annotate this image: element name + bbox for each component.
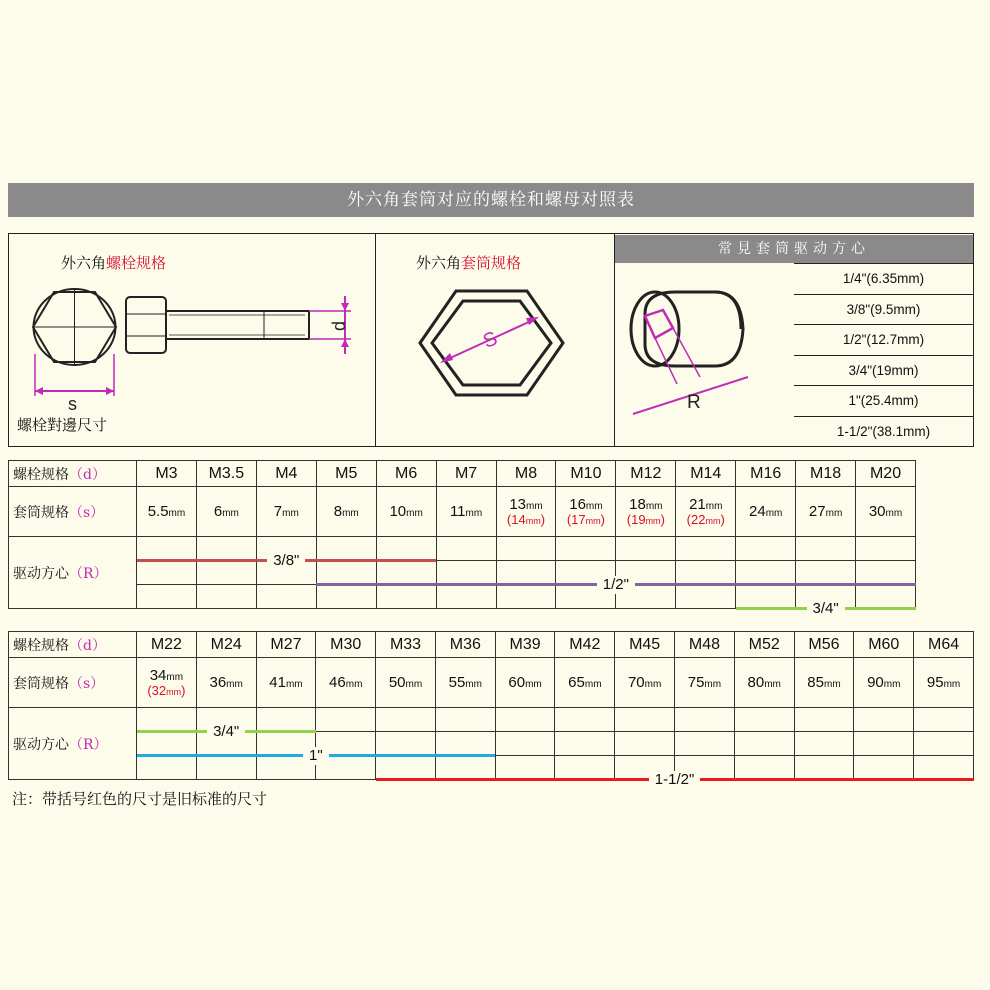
socket-size-cell — [556, 487, 616, 537]
socket-size-value: 11 — [449, 503, 466, 520]
drive-grid-cell — [676, 561, 736, 585]
socket-size-cell — [495, 658, 555, 708]
bolt-flat-size-caption: 螺栓對邊尺寸 — [17, 416, 108, 434]
drive-grid-cell — [376, 756, 436, 780]
drive-grid-cell — [376, 708, 436, 732]
spec-table-large — [8, 631, 974, 780]
drive-size-item: 1"(25.4mm) — [794, 385, 973, 416]
socket-size-cell — [496, 487, 556, 537]
page-title: 外六角套筒对应的螺栓和螺母对照表 — [8, 183, 974, 217]
old-standard-size: (22mm) — [686, 511, 725, 527]
drive-grid-cell — [435, 708, 495, 732]
socket-size-value: 70 — [627, 674, 645, 691]
drive-grid-cell — [137, 756, 197, 780]
drive-grid-cell — [914, 732, 974, 756]
socket-size-value: 30 — [868, 503, 886, 520]
unit-label: mm — [823, 679, 841, 690]
row-label-drive: 驱动方心（R） — [9, 708, 137, 780]
unit-label: mm — [526, 500, 543, 512]
unit-label: mm — [585, 500, 603, 512]
socket-size-cell — [796, 487, 856, 537]
drive-grid-cell — [436, 561, 496, 585]
drive-grid-cell — [137, 585, 197, 609]
bolt-spec-panel — [8, 233, 377, 447]
socket-spec-heading: 外六角套筒规格 — [416, 254, 522, 272]
bolt-size-cell: M6 — [376, 461, 436, 487]
drive-grid-cell — [316, 708, 376, 732]
row-label-socket: 套筒规格（s） — [9, 658, 137, 708]
spec-table-small — [8, 460, 916, 609]
bolt-size-cell: M4 — [256, 461, 316, 487]
socket-spec-panel — [375, 233, 616, 447]
unit-label: mm — [765, 508, 783, 519]
drive-grid-cell — [734, 732, 794, 756]
unit-label: mm — [943, 679, 961, 690]
drive-grid-cell — [495, 708, 555, 732]
drive-size-item: 1/2"(12.7mm) — [794, 324, 973, 355]
unit-label: mm — [465, 508, 483, 519]
socket-size-value: 36 — [209, 674, 227, 691]
old-standard-size: (14mm) — [506, 511, 546, 527]
drive-grid-cell — [196, 585, 256, 609]
s-dim-label: s — [68, 394, 77, 414]
socket-size-value: 80 — [747, 674, 765, 691]
socket-size-cell — [914, 658, 974, 708]
bolt-size-cell: M42 — [555, 632, 615, 658]
drive-grid-cell — [496, 561, 556, 585]
footnote: 注：带括号红色的尺寸是旧标准的尺寸 — [12, 790, 268, 808]
unit-label: mm — [825, 508, 843, 519]
socket-size-value: 85 — [807, 674, 824, 691]
socket-size-cell — [736, 487, 796, 537]
bolt-size-cell: M48 — [675, 632, 735, 658]
drive-grid-cell — [914, 756, 974, 780]
socket-size-value: 10 — [389, 503, 407, 520]
hex-head-icon — [33, 289, 116, 365]
drive-grid-cell — [736, 561, 796, 585]
drive-range-label: 1-1/2" — [649, 771, 701, 789]
bolt-size-cell: M7 — [436, 461, 496, 487]
row-label-bolt: 螺栓规格（d） — [9, 461, 137, 487]
unit-label: mm — [166, 671, 184, 683]
drive-grid-cell — [854, 708, 914, 732]
drive-grid-cell — [436, 585, 496, 609]
unit-label: mm — [764, 679, 781, 690]
unit-label: mm — [405, 679, 423, 690]
drive-grid-cell — [256, 708, 316, 732]
drive-grid-cell — [376, 732, 436, 756]
socket-size-cell — [196, 658, 256, 708]
bolt-size-cell: M56 — [794, 632, 854, 658]
bolt-size-cell: M10 — [556, 461, 616, 487]
socket-size-value: 60 — [508, 674, 526, 691]
drive-grid-cell — [495, 732, 555, 756]
socket-size-cell — [376, 658, 436, 708]
socket-size-cell — [137, 487, 197, 537]
drive-size-item: 3/4"(19mm) — [794, 355, 973, 386]
socket-size-value: 16 — [569, 495, 586, 513]
socket-size-value: 46 — [329, 674, 346, 691]
socket-size-cell — [856, 487, 916, 537]
bolt-size-cell: M14 — [676, 461, 736, 487]
bolt-size-cell: M52 — [734, 632, 794, 658]
drive-grid-cell — [376, 537, 436, 561]
drive-grid-cell — [495, 756, 555, 780]
drive-grid-cell — [496, 537, 556, 561]
socket-size-cell — [256, 658, 316, 708]
bolt-size-cell: M45 — [615, 632, 675, 658]
drive-grid-cell — [794, 756, 854, 780]
drive-grid-cell — [316, 537, 376, 561]
socket-size-cell — [196, 487, 256, 537]
socket-size-cell — [256, 487, 316, 537]
drive-socket-diagram — [615, 234, 795, 448]
drive-grid-cell — [736, 585, 796, 609]
unit-label: mm — [885, 508, 903, 519]
old-standard-size: (17mm) — [566, 511, 605, 527]
socket-size-cell — [854, 658, 914, 708]
unit-label: mm — [406, 508, 423, 519]
socket-size-cell — [436, 487, 496, 537]
unit-label: mm — [282, 508, 299, 519]
bolt-size-cell: M27 — [256, 632, 316, 658]
drive-grid-cell — [615, 732, 675, 756]
unit-label: mm — [226, 679, 243, 690]
socket-size-value: 7 — [273, 503, 283, 520]
drive-grid-cell — [556, 537, 616, 561]
socket-size-cell — [316, 658, 376, 708]
bolt-size-cell: M22 — [137, 632, 197, 658]
bolt-size-cell: M5 — [316, 461, 376, 487]
drive-size-item: 3/8"(9.5mm) — [794, 294, 973, 325]
bolt-size-cell: M18 — [796, 461, 856, 487]
drive-grid-cell — [137, 708, 197, 732]
unit-label: mm — [705, 500, 723, 512]
drive-grid-cell — [436, 537, 496, 561]
drive-grid-cell — [914, 708, 974, 732]
drive-grid-cell — [496, 585, 556, 609]
bolt-size-cell: M30 — [316, 632, 376, 658]
drive-grid-cell — [676, 537, 736, 561]
socket-size-cell — [734, 658, 794, 708]
drive-grid-cell — [196, 537, 256, 561]
drive-grid-cell — [435, 756, 495, 780]
drive-range-label: 3/8" — [267, 552, 305, 570]
socket-size-cell — [376, 487, 436, 537]
socket-size-value: 90 — [867, 674, 884, 691]
socket-size-value: 75 — [687, 674, 705, 691]
socket-size-cell — [794, 658, 854, 708]
bolt-size-cell: M60 — [854, 632, 914, 658]
unit-label: mm — [644, 679, 662, 690]
drive-grid-cell — [316, 561, 376, 585]
drive-range-label: 3/4" — [207, 723, 245, 741]
drive-grid-cell — [196, 756, 256, 780]
drive-grid-cell — [675, 708, 735, 732]
drive-grid-cell — [376, 561, 436, 585]
drive-grid-cell — [137, 732, 197, 756]
unit-label: mm — [704, 679, 722, 690]
bolt-side-icon — [126, 297, 309, 353]
drive-range-label: 1" — [303, 747, 329, 765]
drive-grid-cell — [196, 561, 256, 585]
old-standard-size: (19mm) — [626, 511, 665, 527]
drive-size-item: 1-1/2"(38.1mm) — [794, 416, 973, 447]
row-label-socket: 套筒规格（s） — [9, 487, 137, 537]
square-drive-hole — [645, 310, 673, 338]
drive-grid-cell — [555, 732, 615, 756]
drive-grid-cell — [736, 537, 796, 561]
d-dim-label: d — [329, 320, 349, 331]
unit-label: mm — [345, 679, 363, 690]
drive-grid-cell — [256, 585, 316, 609]
socket-size-cell — [555, 658, 615, 708]
row-label-bolt: 螺栓规格（d） — [9, 632, 137, 658]
socket-size-value: 27 — [808, 503, 826, 520]
socket-size-cell — [675, 658, 735, 708]
socket-size-value: 6 — [213, 503, 223, 520]
socket-size-value: 5.5 — [147, 503, 169, 520]
drive-grid-cell — [616, 537, 676, 561]
socket-size-cell — [615, 658, 675, 708]
drive-grid-cell — [316, 585, 376, 609]
bolt-size-cell: M36 — [435, 632, 495, 658]
drive-sizes-header: 常見套筒驱动方心 — [615, 235, 973, 263]
drive-grid-cell — [435, 732, 495, 756]
socket-size-value: 24 — [749, 503, 766, 520]
bolt-size-cell: M16 — [736, 461, 796, 487]
drive-grid-cell — [615, 708, 675, 732]
socket-size-cell — [137, 658, 197, 708]
drive-sizes-list — [794, 263, 973, 446]
r-dim-label: R — [687, 392, 701, 413]
unit-label: mm — [883, 679, 901, 690]
bolt-spec-heading: 外六角螺栓规格 — [61, 254, 167, 272]
unit-label: mm — [222, 508, 239, 519]
bolt-size-cell: M20 — [856, 461, 916, 487]
socket-size-cell — [676, 487, 736, 537]
bolt-size-cell: M24 — [196, 632, 256, 658]
unit-label: mm — [342, 508, 359, 519]
drive-grid-cell — [796, 561, 856, 585]
drive-grid-cell — [856, 537, 916, 561]
unit-label: mm — [465, 679, 482, 690]
drive-grid-cell — [856, 585, 916, 609]
drive-grid-cell — [137, 537, 197, 561]
socket-size-value: 8 — [333, 503, 343, 520]
drive-grid-cell — [856, 561, 916, 585]
drive-grid-cell — [734, 708, 794, 732]
socket-size-value: 55 — [448, 674, 466, 691]
row-label-drive: 驱动方心（R） — [9, 537, 137, 609]
socket-size-cell — [616, 487, 676, 537]
socket-size-value: 41 — [269, 674, 286, 691]
socket-size-value: 95 — [926, 674, 944, 691]
socket-size-value: 18 — [629, 495, 646, 513]
unit-label: mm — [584, 679, 602, 690]
socket-size-value: 21 — [689, 495, 706, 513]
drive-grid-cell — [734, 756, 794, 780]
bolt-size-cell: M3 — [137, 461, 197, 487]
socket-size-value: 13 — [509, 495, 526, 513]
unit-label: mm — [525, 679, 542, 690]
bolt-size-cell: M3.5 — [196, 461, 256, 487]
socket-size-value: 50 — [388, 674, 406, 691]
bolt-size-cell: M8 — [496, 461, 556, 487]
bolt-size-cell: M39 — [495, 632, 555, 658]
drive-grid-cell — [555, 756, 615, 780]
drive-grid-cell — [376, 585, 436, 609]
unit-label: mm — [645, 500, 663, 512]
drive-range-label: 1/2" — [597, 576, 635, 594]
drive-grid-cell — [137, 561, 197, 585]
drive-size-item: 1/4"(6.35mm) — [794, 263, 973, 294]
socket-size-value: 34 — [149, 666, 167, 684]
socket-size-cell — [316, 487, 376, 537]
drive-grid-cell — [794, 708, 854, 732]
unit-label: mm — [168, 508, 186, 519]
s-dim-label: S — [480, 327, 501, 353]
socket-hex-diagram — [376, 234, 617, 448]
drive-grid-cell — [854, 756, 914, 780]
drive-grid-cell — [675, 732, 735, 756]
drive-grid-cell — [796, 537, 856, 561]
old-standard-size: (32mm) — [147, 682, 186, 698]
bolt-size-cell: M33 — [376, 632, 436, 658]
drive-grid-cell — [555, 708, 615, 732]
drive-range-label: 3/4" — [807, 600, 845, 618]
socket-size-value: 65 — [568, 674, 585, 691]
socket-size-cell — [435, 658, 495, 708]
bolt-size-cell: M64 — [914, 632, 974, 658]
drive-grid-cell — [854, 732, 914, 756]
drive-grid-cell — [676, 585, 736, 609]
drive-grid-cell — [794, 732, 854, 756]
unit-label: mm — [285, 679, 303, 690]
bolt-size-cell: M12 — [616, 461, 676, 487]
